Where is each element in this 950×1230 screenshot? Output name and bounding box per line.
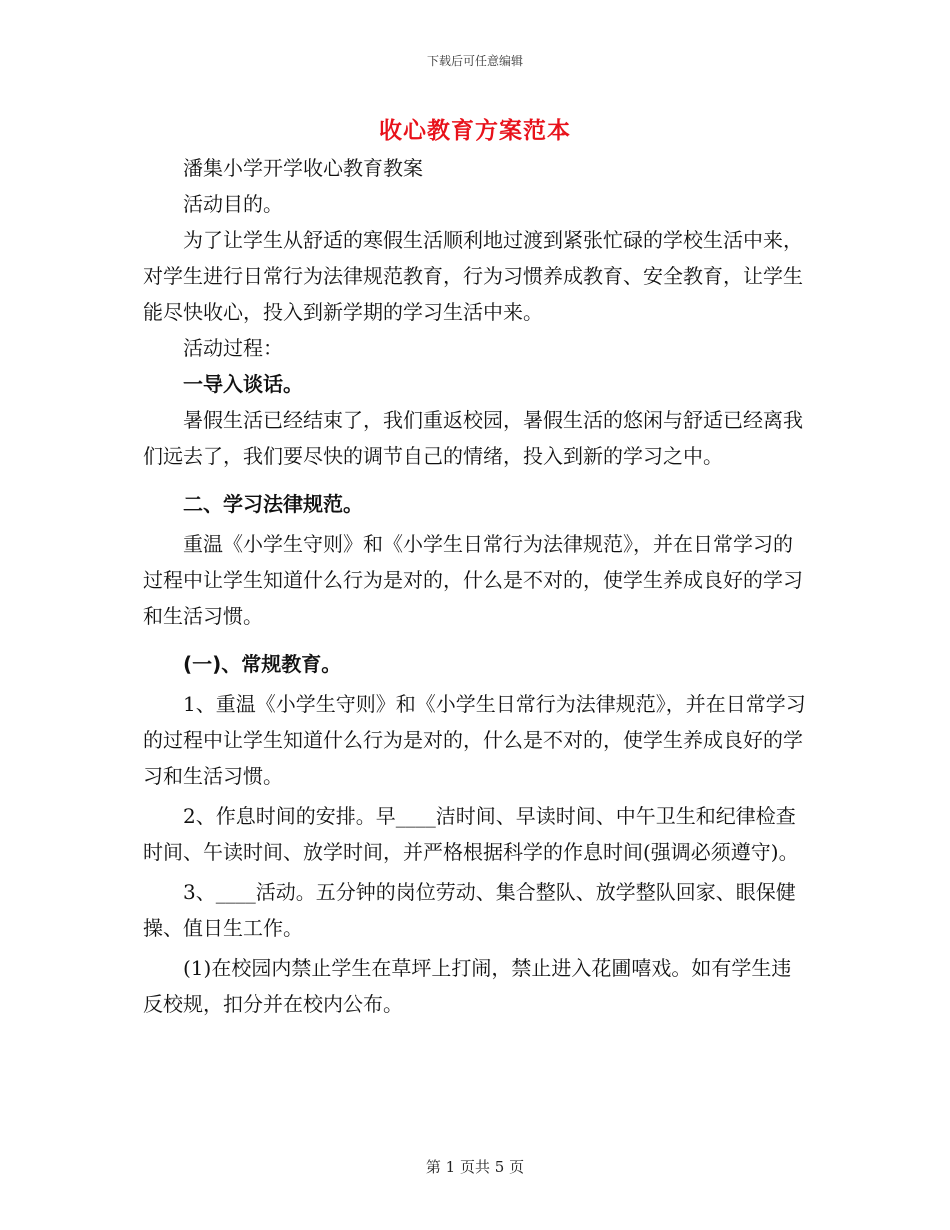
- paragraph-activity-goal-heading: 活动目的。: [183, 192, 283, 216]
- page-footer: 第 1 页共 5 页: [425, 1158, 525, 1176]
- paragraph-intro: 暑假生活已经结束了，我们重返校园，暑假生活的悠闲与舒适已经离我们远去了，我们要尽快的调节自己的情绪，投入到新的学习之中。: [143, 408, 803, 468]
- document-body: [143, 150, 807, 1022]
- paragraph-school-plan: 潘集小学开学收心教育教案: [183, 156, 423, 180]
- paragraph-rules: 重温《小学生守则》和《小学生日常行为法律规范》，并在日常学习的过程中让学生知道什么行为是对的，什么是不对的，使学生养成良好的学习和生活习惯。: [143, 532, 803, 628]
- paragraph-activity-process-heading: 活动过程：: [183, 336, 283, 360]
- document-title: 收心教育方案范本: [379, 118, 571, 144]
- section-heading-rules: 二、学习法律规范。: [183, 492, 363, 516]
- list-item-2: 2、作息时间的安排。早____洁时间、早读时间、中午卫生和纪律检查时间、午读时间、放学时间，并严格根据科学的作息时间(强调必须遵守)。: [143, 804, 799, 864]
- list-item-3: 3、____活动。五分钟的岗位劳动、集合整队、放学整队回家、眼保健操、值日生工作。: [143, 880, 796, 940]
- paragraph-activity-goal: 为了让学生从舒适的寒假生活顺利地过渡到紧张忙碌的学校生活中来，对学生进行日常行为法律规范教育，行为习惯养成教育、安全教育，让学生能尽快收心，投入到新学期的学习生活中来。: [143, 228, 803, 324]
- list-item-1: 1、重温《小学生守则》和《小学生日常行为法律规范》，并在日常学习的过程中让学生知道什么行为是对的，什么是不对的，使学生养成良好的学习和生活习惯。: [143, 692, 806, 788]
- header-note: 下载后可任意编辑: [426, 54, 523, 68]
- list-item-3-sub-1: (1)在校园内禁止学生在草坪上打闹，禁止进入花圃嘻戏。如有学生违反校规，扣分并在校内公布。: [143, 956, 792, 1016]
- section-heading-routine: (一)、常规教育。: [183, 652, 342, 676]
- section-heading-intro: 一导入谈话。: [183, 372, 303, 396]
